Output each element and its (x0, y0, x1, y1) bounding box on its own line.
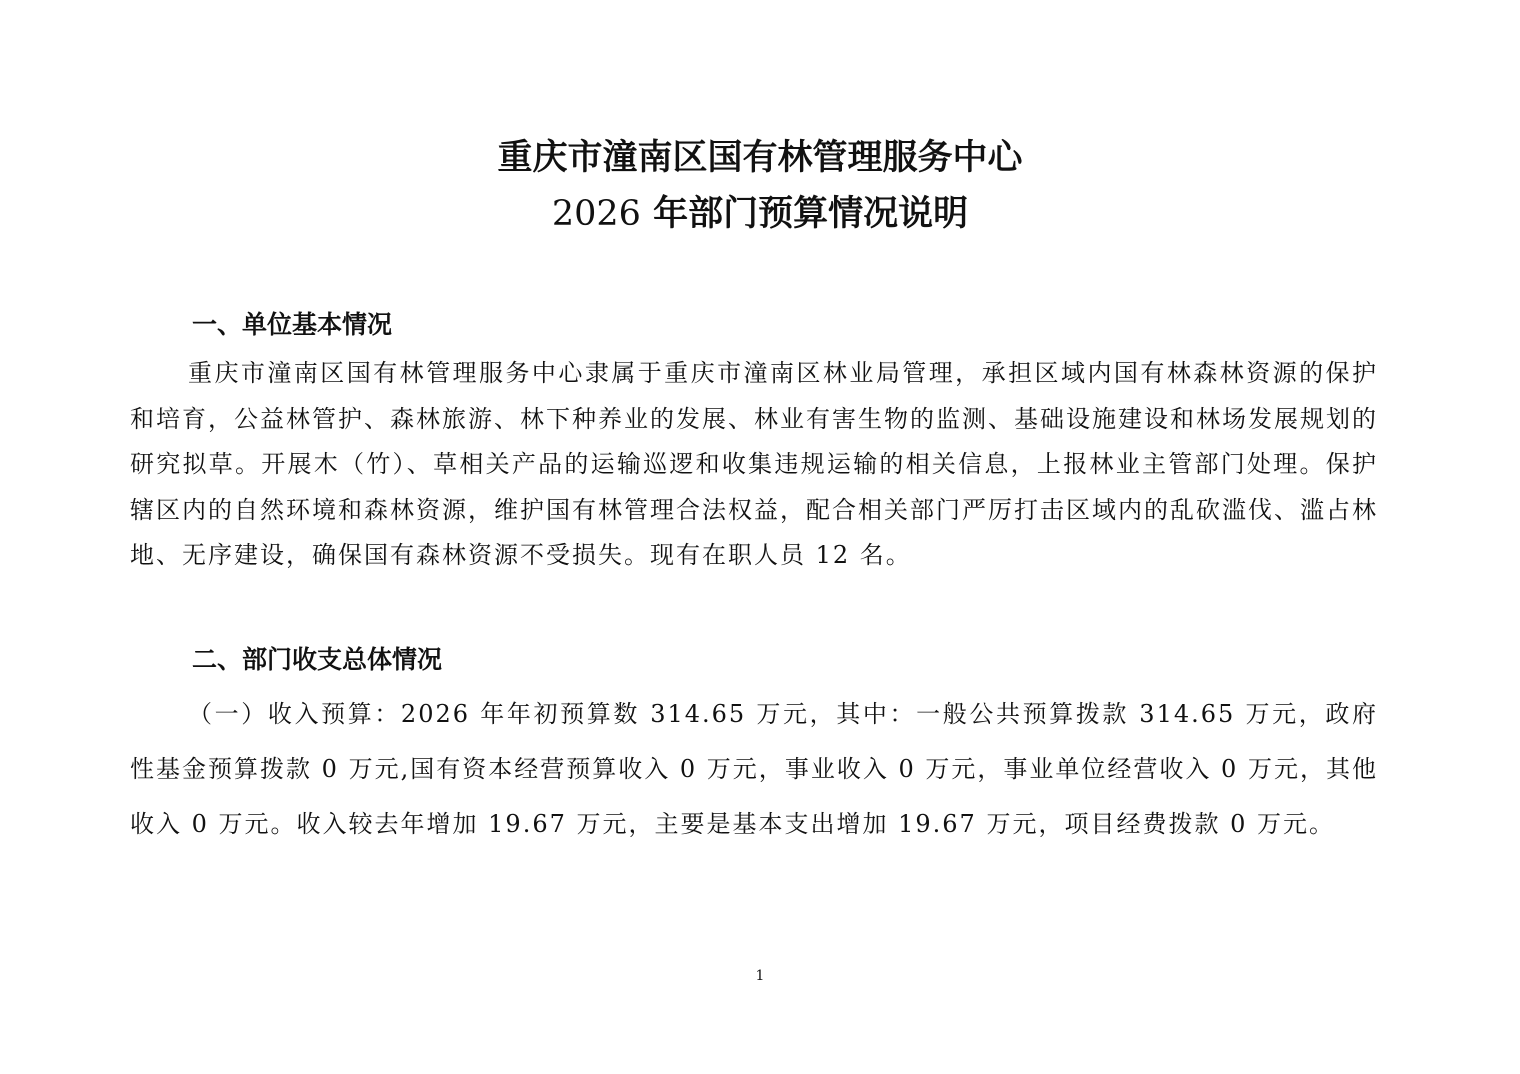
section-heading-basic-info: 一、单位基本情况 (192, 310, 393, 339)
page-number: 1 (755, 968, 765, 984)
title-subtitle: 年部门预算情况说明 (640, 193, 969, 234)
title-year: 2026 (551, 194, 641, 234)
section-paragraph-revenue-budget: （一）收入预算：2026 年年初预算数 314.65 万元，其中：一般公共预算拨款 314.65 万元，政府性基金预算拨款 0 万元,国有资本经营预算收入 0 万元，事业收入 0 万元，事业单位经营收入 0 万元，其他收入 0 万元。收入较去年增加 19.67 万元，主要是基本支出增加 19.67 万元，项目经费拨款 0 万元。 (130, 700, 1378, 838)
document-title-line2 (0, 186, 1520, 242)
section-paragraph-basic-info: 重庆市潼南区国有林管理服务中心隶属于重庆市潼南区林业局管理，承担区域内国有林森林资源的保护和培育，公益林管护、森林旅游、林下种养业的发展、林业有害生物的监测、基础设施建设和林场发展规划的研究拟草。开展木（竹）、草相关产品的运输巡逻和收集违规运输的相关信息，上报林业主管部门处理。保护辖区内的自然环境和森林资源，维护国有林管理合法权益，配合相关部门严厉打击区域内的乱砍滥伐、滥占林地、无序建设，确保国有森林资源不受损失。现有在职人员 12 名。 (130, 359, 1378, 569)
document-title-line1: 重庆市潼南区国有林管理服务中心 (497, 137, 1023, 178)
section-heading-revenue-expenditure: 二、部门收支总体情况 (192, 645, 443, 674)
